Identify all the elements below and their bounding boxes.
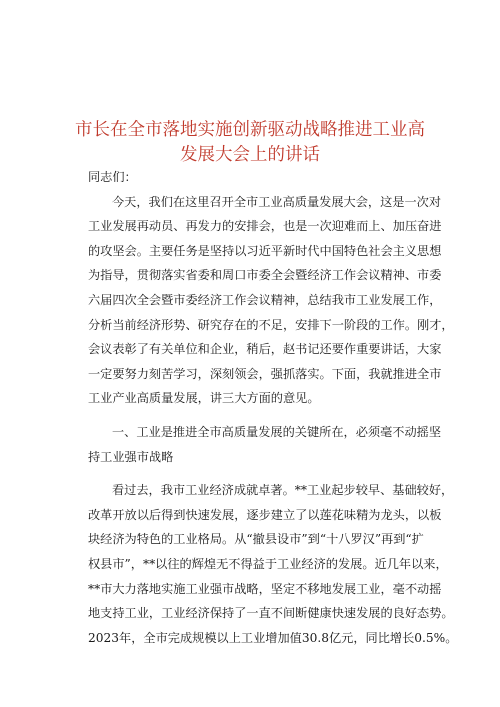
paragraph-line: 改革开放以后得到快速发展，逐步建立了以莲花味精为龙头，以板 [88,507,442,522]
section-heading-1 [88,420,442,469]
title-line-1: 市长在全市落地实施创新驱动战略推进工业高 [75,120,425,140]
paragraph-line: 今天，我们在这里召开全市工业高质量发展大会，这是一次对 [112,194,442,209]
heading-line: 持工业强市战略 [88,449,174,464]
paragraph-line: 工业产业高质量发展，讲三大方面的意见。 [88,391,320,406]
paragraph-line: 工业发展再动员、再发力的安排会，也是一次迎难而上、加压奋进 [88,219,442,234]
paragraph-line: 块经济为特色的工业格局。从“撤县设市”到“十八罗汉”再到“扩 [88,532,424,547]
paragraph-line: 分析当前经济形势、研究存在的不足，安排下一阶段的工作。刚才， [88,317,454,332]
document-body [88,165,458,650]
paragraph-line: 为指导，贯彻落实省委和周口市委全会暨经济工作会议精神、市委 [88,268,442,283]
paragraph-line: 地支持工业，工业经济保持了一直不间断健康快速发展的良好态势。 [88,606,454,621]
paragraph-opening [88,190,454,411]
paragraph-gap [88,411,406,420]
paragraph-line: 看过去，我市工业经济成就卓著。**工业起步较早、基础较好， [112,483,454,498]
paragraph-line: 六届四次全会暨市委经济工作会议精神，总结我市工业发展工作， [88,292,442,307]
paragraph-line: 2023年，全市完成规模以上工业增加值30.8亿元，同比增长0.5%。 [88,630,458,645]
title-line-2: 发展大会上的讲话 [180,145,320,165]
document-title [60,118,440,168]
paragraph-line: 一定要努力刻苦学习，深刻领会，强抓落实。下面，我就推进全市 [88,366,442,381]
paragraph-line: **市大力落地实施工业强市战略，坚定不移地发展工业，毫不动摇 [88,581,442,596]
salutation: 同志们： [88,170,137,184]
paragraph-line: 会议表彰了有关单位和企业，稍后，赵书记还要作重要讲话，大家 [88,342,442,357]
paragraph-line: 的攻坚会。主要任务是坚持以习近平新时代中国特色社会主义思想 [88,243,442,258]
paragraph-industry-history [88,478,458,650]
paragraph-line: 权县市”，**以往的辉煌无不得益于工业经济的发展。近几年以来， [88,556,448,571]
paragraph-gap [88,469,406,478]
heading-line: 一、工业是推进全市高质量发展的关键所在，必须毫不动摇坚 [112,424,442,439]
